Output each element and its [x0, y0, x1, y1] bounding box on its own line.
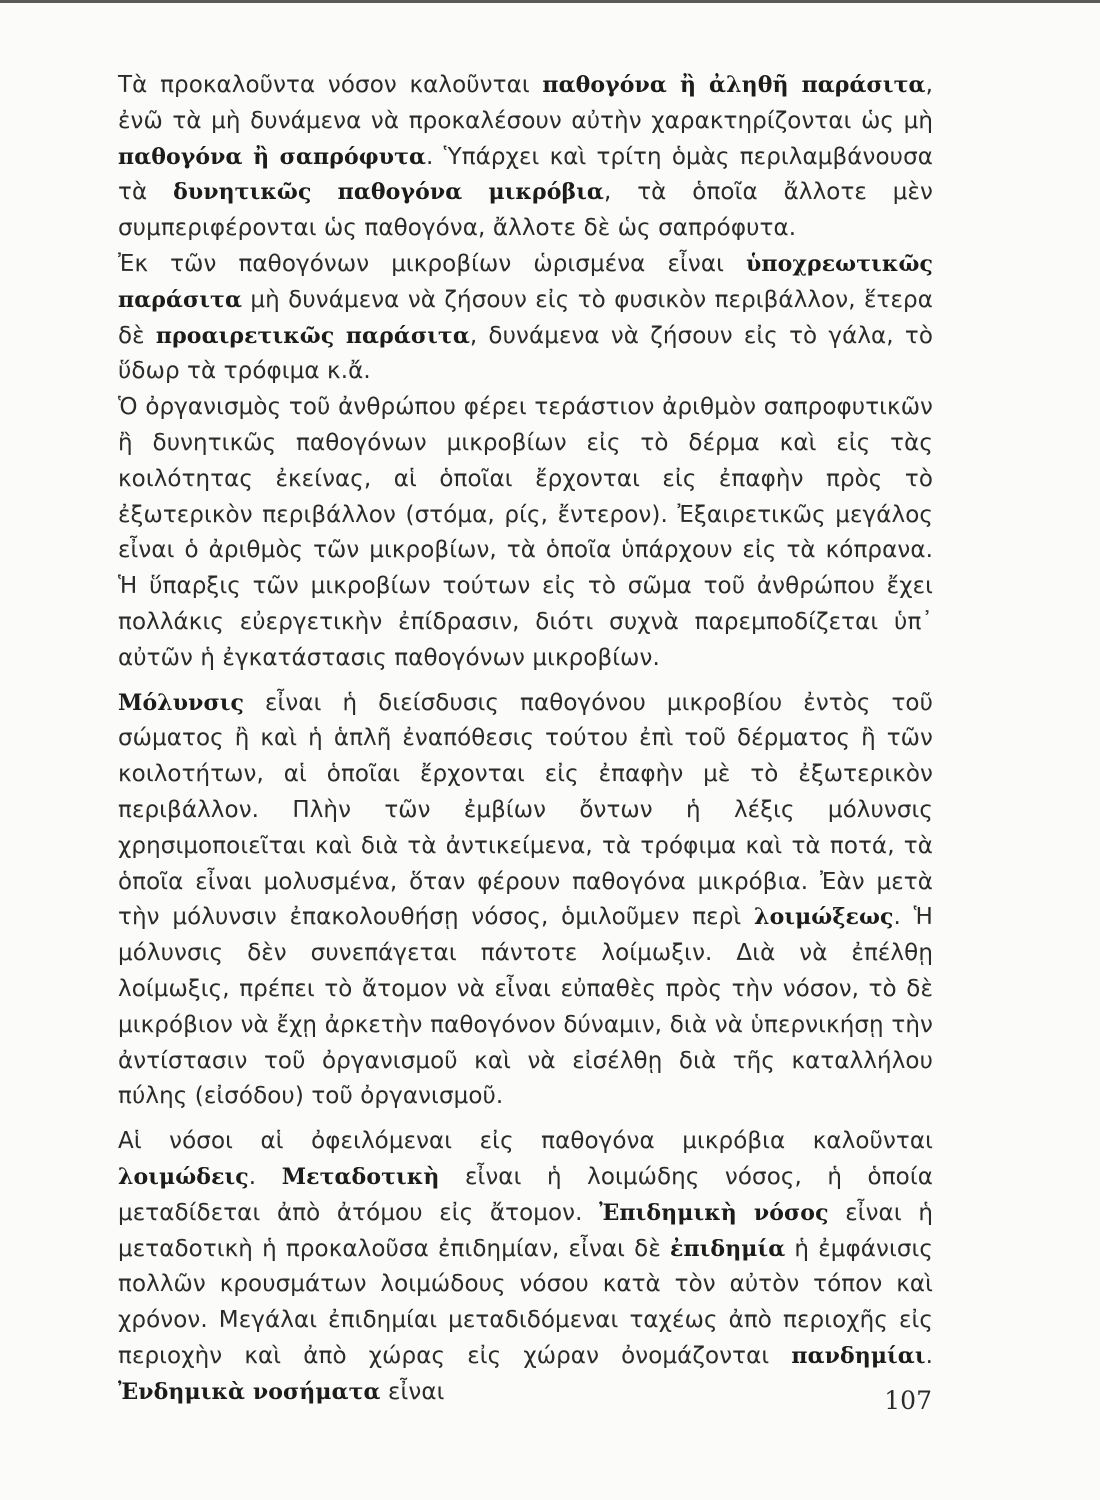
- bold-term: ἐπιδημία: [670, 1235, 786, 1262]
- bold-term: Μόλυνσις: [118, 689, 245, 716]
- paragraph-contamination: [118, 677, 933, 1116]
- text-run: Τὰ προκαλοῦντα νόσον καλοῦνται: [118, 72, 543, 98]
- text-run: .: [248, 1163, 282, 1190]
- bold-term: δυνητικῶς παθογόνα μικρόβια: [173, 179, 604, 206]
- text-run: ἡ ἐμφάνισις πολλῶν κρουσμάτων λοιμώδους νόσου κατὰ τὸν αὐτὸν τόπον καὶ χρόνον. Μεγάλαι ἐπιδημίαι μεταδιδόμεναι ταχέως ἀπὸ περιοχῆς εἰς περιοχὴν καὶ ἀπὸ χώρας εἰς χώραν ὀνομάζονται: [118, 1235, 933, 1369]
- bold-term: Ἐνδημικὰ νοσήματα: [118, 1378, 381, 1405]
- body-text: [118, 68, 933, 1410]
- text-run: μὴ δυνάμενα νὰ ζήσουν εἰς τὸ φυσικὸν περιβάλλον, ἕτερα δὲ: [118, 286, 933, 349]
- bold-term: Μεταδοτικὴ: [281, 1163, 440, 1190]
- text-run: . Ἡ μόλυνσις δὲν συνεπάγεται πάντοτε λοίμωξιν. Διὰ νὰ ἐπέλθῃ λοίμωξις, πρέπει τὸ ἄτομον νὰ εἶναι εὐπαθὲς πρὸς τὴν νόσον, τὸ δὲ μικρόβιον νὰ ἔχῃ ἀρκετὴν παθογόνον δύναμιν, διὰ νὰ ὑπερνικήσῃ τὴν ἀντίστασιν τοῦ ὀργανισμοῦ καὶ νὰ εἰσέλθῃ διὰ τῆς καταλλήλου πύλης (εἰσόδου) τοῦ ὀργανισμοῦ.: [118, 904, 933, 1110]
- paragraph-pathogens: [118, 68, 933, 247]
- text-run: . Ὑπάρχει καὶ τρίτη ὁμὰς περιλαμβάνουσα τὰ: [118, 143, 934, 206]
- text-run: , δυνάμενα νὰ ζήσουν εἰς τὸ γάλα, τὸ ὕδωρ τὰ τρόφιμα κ.ἄ.: [118, 322, 933, 385]
- paragraph-obligate-parasites: [118, 247, 933, 390]
- bold-term: προαιρετικῶς παράσιτα: [155, 322, 470, 349]
- bold-term: παθογόνα ἢ σαπρόφυτα: [118, 143, 427, 170]
- text-run: Ἐκ τῶν παθογόνων μικροβίων ὡρισμένα εἶναι: [118, 250, 747, 277]
- paragraph-gap: [118, 677, 933, 686]
- text-run: Ὁ ὀργανισμὸς τοῦ ἀνθρώπου φέρει τεράστιον ἀριθμὸν σαπροφυτικῶν ἢ δυνητικῶς παθογόνων μικροβίων εἰς τὸ δέρμα καὶ εἰς τὰς κοιλότητας ἐκείνας, αἱ ὁποῖαι ἔρχονται εἰς ἐπαφὴν πρὸς τὸ ἐξωτερικὸν περιβάλλον (στόμα, ρίς, ἔντερον). Ἐξαιρετικῶς μεγάλος εἶναι ὁ ἀριθμὸς τῶν μικροβίων, τὰ ὁποῖα ὑπάρχουν εἰς τὰ κόπρανα. Ἡ ὕπαρξις τῶν μικροβίων τούτων εἰς τὸ σῶμα τοῦ ἀνθρώπου ἔχει πολλάκις εὐεργετικὴν ἐπίδρασιν, διότι συχνὰ παρεμποδίζεται ὑπ᾽ αὐτῶν ἡ ἐγκατάστασις παθογόνων μικροβίων.: [118, 394, 933, 671]
- bold-term: λοιμώξεως: [754, 904, 894, 931]
- paragraph-gap: [118, 1115, 933, 1124]
- text-run: εἶναι ἡ μεταδοτικὴ ἡ προκαλοῦσα ἐπιδημίαν, εἶναι δὲ: [118, 1199, 933, 1262]
- paragraph-human-microflora: [118, 390, 933, 676]
- bold-term: παθογόνα ἢ ἀληθῆ παράσιτα: [542, 72, 926, 98]
- text-run: , τὰ ὁποῖα ἄλλοτε μὲν συμπεριφέρονται ὡς παθογόνα, ἄλλοτε δὲ ὡς σαπρόφυτα.: [118, 179, 934, 242]
- page-number: 107: [884, 1386, 932, 1415]
- bold-term: λοιμώδεις: [118, 1163, 249, 1190]
- text-run: Αἱ νόσοι αἱ ὀφειλόμεναι εἰς παθογόνα μικρόβια καλοῦνται: [118, 1128, 933, 1155]
- text-run: εἶναι: [380, 1378, 445, 1405]
- text-run: εἶναι ἡ διείσδυσις παθογόνου μικροβίου ἐντὸς τοῦ σώματος ἢ καὶ ἡ ἁπλῆ ἐναπόθεσις τούτου ἐπὶ τοῦ δέρματος ἢ τῶν κοιλοτήτων, αἱ ὁποῖαι ἔρχονται εἰς ἐπαφὴν μὲ τὸ ἐξωτερικὸν περιβάλλον. Πλὴν τῶν ἐμβίων ὄντων ἡ λέξις μόλυνσις χρησιμοποιεῖται καὶ διὰ τὰ ἀντικείμενα, τὰ τρόφιμα καὶ τὰ ποτά, τὰ ὁποῖα εἶναι μολυσμένα, ὅταν φέρουν παθογόνα μικρόβια. Ἐὰν μετὰ τὴν μόλυνσιν ἐπακολουθήσῃ νόσος, ὁμιλοῦμεν περὶ: [118, 689, 933, 931]
- text-run: , ἐνῶ τὰ μὴ δυνάμενα νὰ προκαλέσουν αὐτὴν χαρακτηρίζονται ὡς μὴ: [118, 72, 933, 134]
- paragraph-infectious-diseases: [118, 1115, 933, 1410]
- top-edge-rule: [0, 0, 1100, 3]
- bold-term: ὑποχρεωτικῶς παράσιτα: [118, 250, 933, 313]
- text-run: εἶναι ἡ λοιμώδης νόσος, ἡ ὁποία μεταδίδεται ἀπὸ ἀτόμου εἰς ἄτομον.: [118, 1163, 933, 1226]
- bold-term: Ἐπιδημικὴ νόσος: [599, 1199, 829, 1226]
- bold-term: πανδημίαι: [791, 1342, 926, 1369]
- text-run: .: [925, 1342, 933, 1369]
